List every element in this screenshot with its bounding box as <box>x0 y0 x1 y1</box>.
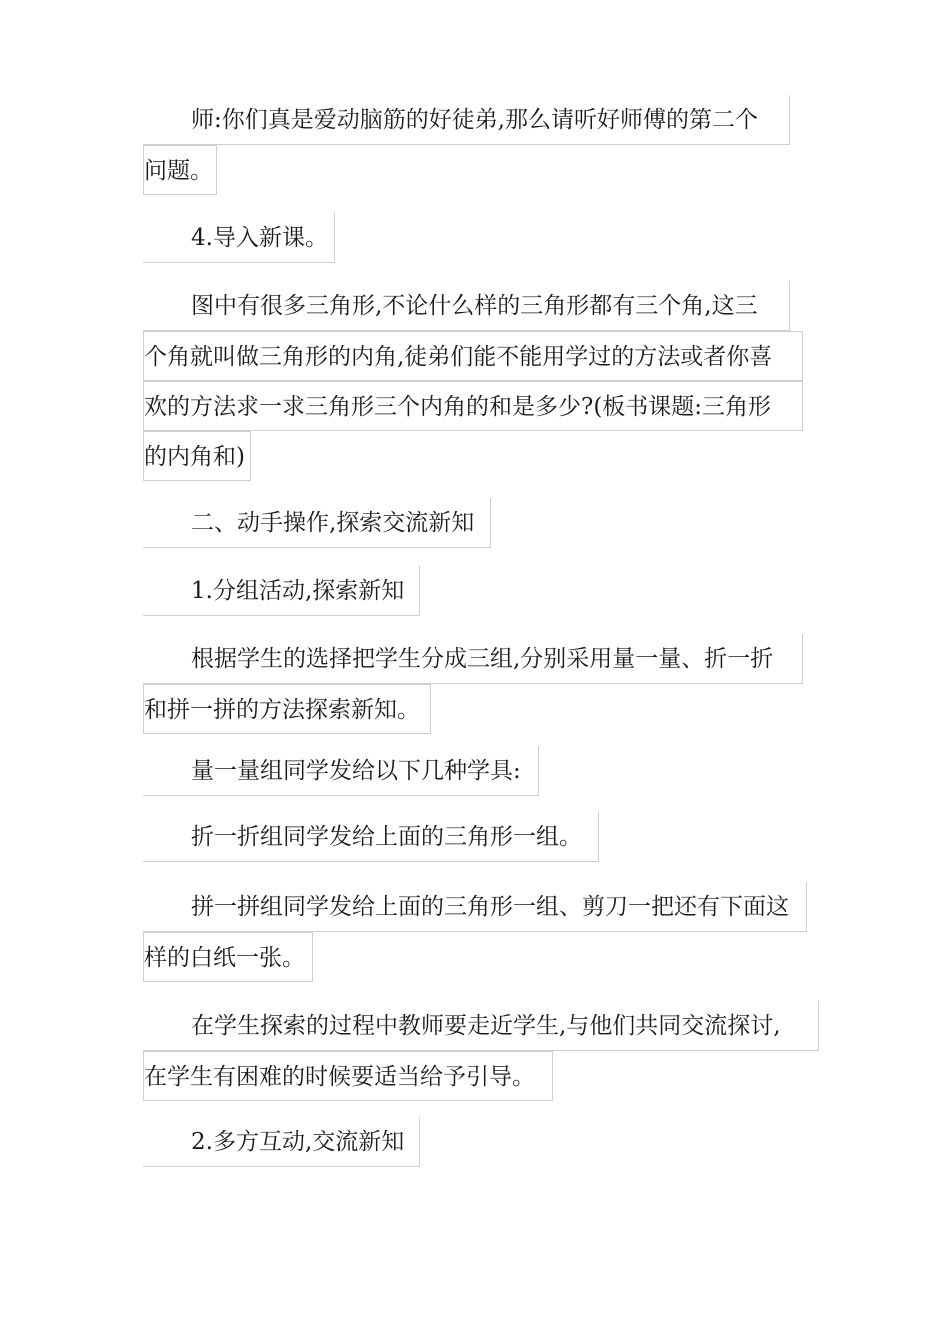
text-line: 在学生有困难的时候要适当给予引导。 <box>143 1051 553 1101</box>
text-line: 师:你们真是爱动脑筋的好徒弟,那么请听好师傅的第二个 <box>143 95 790 145</box>
paragraph-teacher-question <box>143 95 790 195</box>
text-line: 个角就叫做三角形的内角,徒弟们能不能用学过的方法或者你喜 <box>143 331 803 381</box>
text-line: 根据学生的选择把学生分成三组,分别采用量一量、折一折 <box>143 634 803 684</box>
paragraph-teacher-guidance <box>143 1001 819 1101</box>
paragraph-subsection-2 <box>143 1117 420 1167</box>
section-heading: 4.导入新课。 <box>143 213 335 263</box>
text-line: 的内角和) <box>143 431 251 481</box>
section-heading: 2.多方互动,交流新知 <box>143 1117 420 1167</box>
paragraph-fold-group <box>143 812 599 862</box>
paragraph-measure-group <box>143 746 539 796</box>
paragraph-assemble-group <box>143 882 807 982</box>
section-heading: 1.分组活动,探索新知 <box>143 566 420 616</box>
section-heading: 二、动手操作,探索交流新知 <box>143 498 491 548</box>
paragraph-subsection-1 <box>143 566 420 616</box>
paragraph-section-4 <box>143 213 335 263</box>
text-line: 图中有很多三角形,不论什么样的三角形都有三个角,这三 <box>143 281 790 331</box>
paragraph-grouping <box>143 634 803 734</box>
paragraph-section-two <box>143 498 491 548</box>
text-line: 欢的方法求一求三角形三个内角的和是多少?(板书课题:三角形 <box>143 381 803 431</box>
text-line: 样的白纸一张。 <box>143 932 313 982</box>
text-line: 和拼一拼的方法探索新知。 <box>143 684 431 734</box>
text-line: 折一折组同学发给上面的三角形一组。 <box>143 812 599 862</box>
text-line: 拼一拼组同学发给上面的三角形一组、剪刀一把还有下面这 <box>143 882 807 932</box>
text-line: 在学生探索的过程中教师要走近学生,与他们共同交流探讨, <box>143 1001 819 1051</box>
paragraph-triangle-intro <box>143 281 803 481</box>
text-line: 问题。 <box>143 145 217 195</box>
text-line: 量一量组同学发给以下几种学具: <box>143 746 539 796</box>
